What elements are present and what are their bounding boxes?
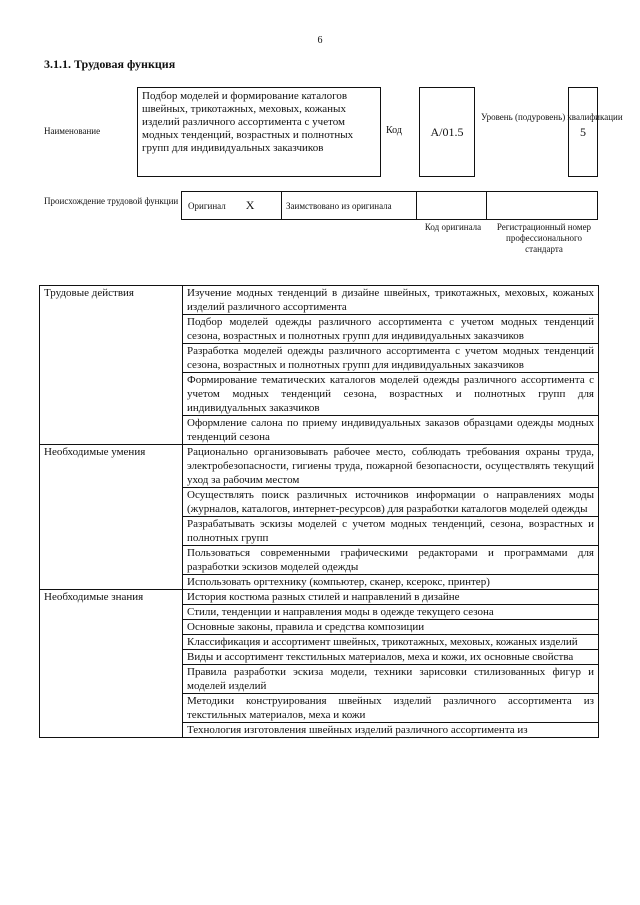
function-details-table [39,285,599,738]
original-mark: Х [245,198,255,212]
section-item-cell: Классификация и ассортимент швейных, трикотажных, меховых, кожаных изделий [183,635,599,650]
section-title-cell: Необходимые знания [40,590,183,738]
code-original-caption: Код оригинала [424,222,482,232]
section-item-cell: Оформление салона по приему индивидуальных заказов образцами одежды модных тенденций сезона [183,416,599,445]
section-item-cell: Формирование тематических каталогов моделей одежды различного ассортимента с учетом модных тенденций сезона, возрастных и полнотных групп для индивидуальных заказчиков [183,373,599,416]
code-value-box: А/01.5 [419,87,475,177]
section-title-cell: Необходимые умения [40,445,183,590]
section-item-cell: Методики конструирования швейных изделий различного ассортимента из текстильных материалов, меха и кожи [183,694,599,723]
section-item-cell: Разработка моделей одежды различного ассортимента с учетом модных тенденций сезона, возрастных и полнотных групп для индивидуальных заказчиков [183,344,599,373]
origin-registration-cell [487,192,597,219]
origin-code-cell [417,192,487,219]
section-item-cell: Технология изготовления швейных изделий различного ассортимента из [183,723,599,738]
origin-label: Происхождение трудовой функции [44,196,179,206]
section-item-cell: Стили, тенденции и направления моды в одежде текущего сезона [183,605,599,620]
section-item-cell: Разрабатывать эскизы моделей с учетом модных тенденций, сезона, возрастных и полнотных групп [183,517,599,546]
registration-number-caption: Регистрационный номер профессионального стандарта [496,222,592,254]
section-item-cell: Подбор моделей одежды различного ассортимента с учетом модных тенденций сезона, возрастных и полнотных групп для индивидуальных заказчиков [183,315,599,344]
section-item-cell: История костюма разных стилей и направлений в дизайне [183,590,599,605]
section-title-cell: Трудовые действия [40,286,183,445]
name-label: Наименование [44,126,101,136]
section-item-cell: Использовать оргтехнику (компьютер, сканер, ксерокс, принтер) [183,575,599,590]
original-label: Оригинал [188,200,226,211]
section-item-cell: Основные законы, правила и средства композиции [183,620,599,635]
table-row [40,286,599,315]
section-item-cell: Виды и ассортимент текстильных материалов, меха и кожи, их основные свойства [183,650,599,665]
code-label: Код [386,125,402,136]
table-row [40,445,599,488]
function-name-box: Подбор моделей и формирование каталогов швейных, трикотажных, меховых, кожаных изделий различного ассортимента с учетом модных тенденций, возрастных и полнотных групп для индивидуальных заказчиков [137,87,381,177]
origin-row [181,191,598,220]
qualification-level-box: 5 [568,87,598,177]
section-item-cell: Изучение модных тенденций в дизайне швейных, трикотажных, меховых, кожаных изделий различного ассортимента [183,286,599,315]
section-item-cell: Рационально организовывать рабочее место, соблюдать требования охраны труда, электробезопасности, гигиены труда, пожарной безопасности, осуществлять текущий уход за рабочим местом [183,445,599,488]
table-row [40,590,599,605]
section-title: 3.1.1. Трудовая функция [44,57,176,71]
section-item-cell: Пользоваться современными графическими редакторами и программами для разработки эскизов моделей одежды [183,546,599,575]
section-item-cell: Правила разработки эскиза модели, техники зарисовки стилизованных фигур и моделей изделий [183,665,599,694]
origin-borrowed-cell: Заимствовано из оригинала [282,192,417,219]
origin-original-cell [182,192,282,219]
section-item-cell: Осуществлять поиск различных источников информации о направлениях моды (журналов, каталогов, интернет-ресурсов) для разработки каталогов моделей одежды [183,488,599,517]
page-number: 6 [317,35,323,46]
qualification-level-label: Уровень (подуровень) квалификации [481,112,623,122]
